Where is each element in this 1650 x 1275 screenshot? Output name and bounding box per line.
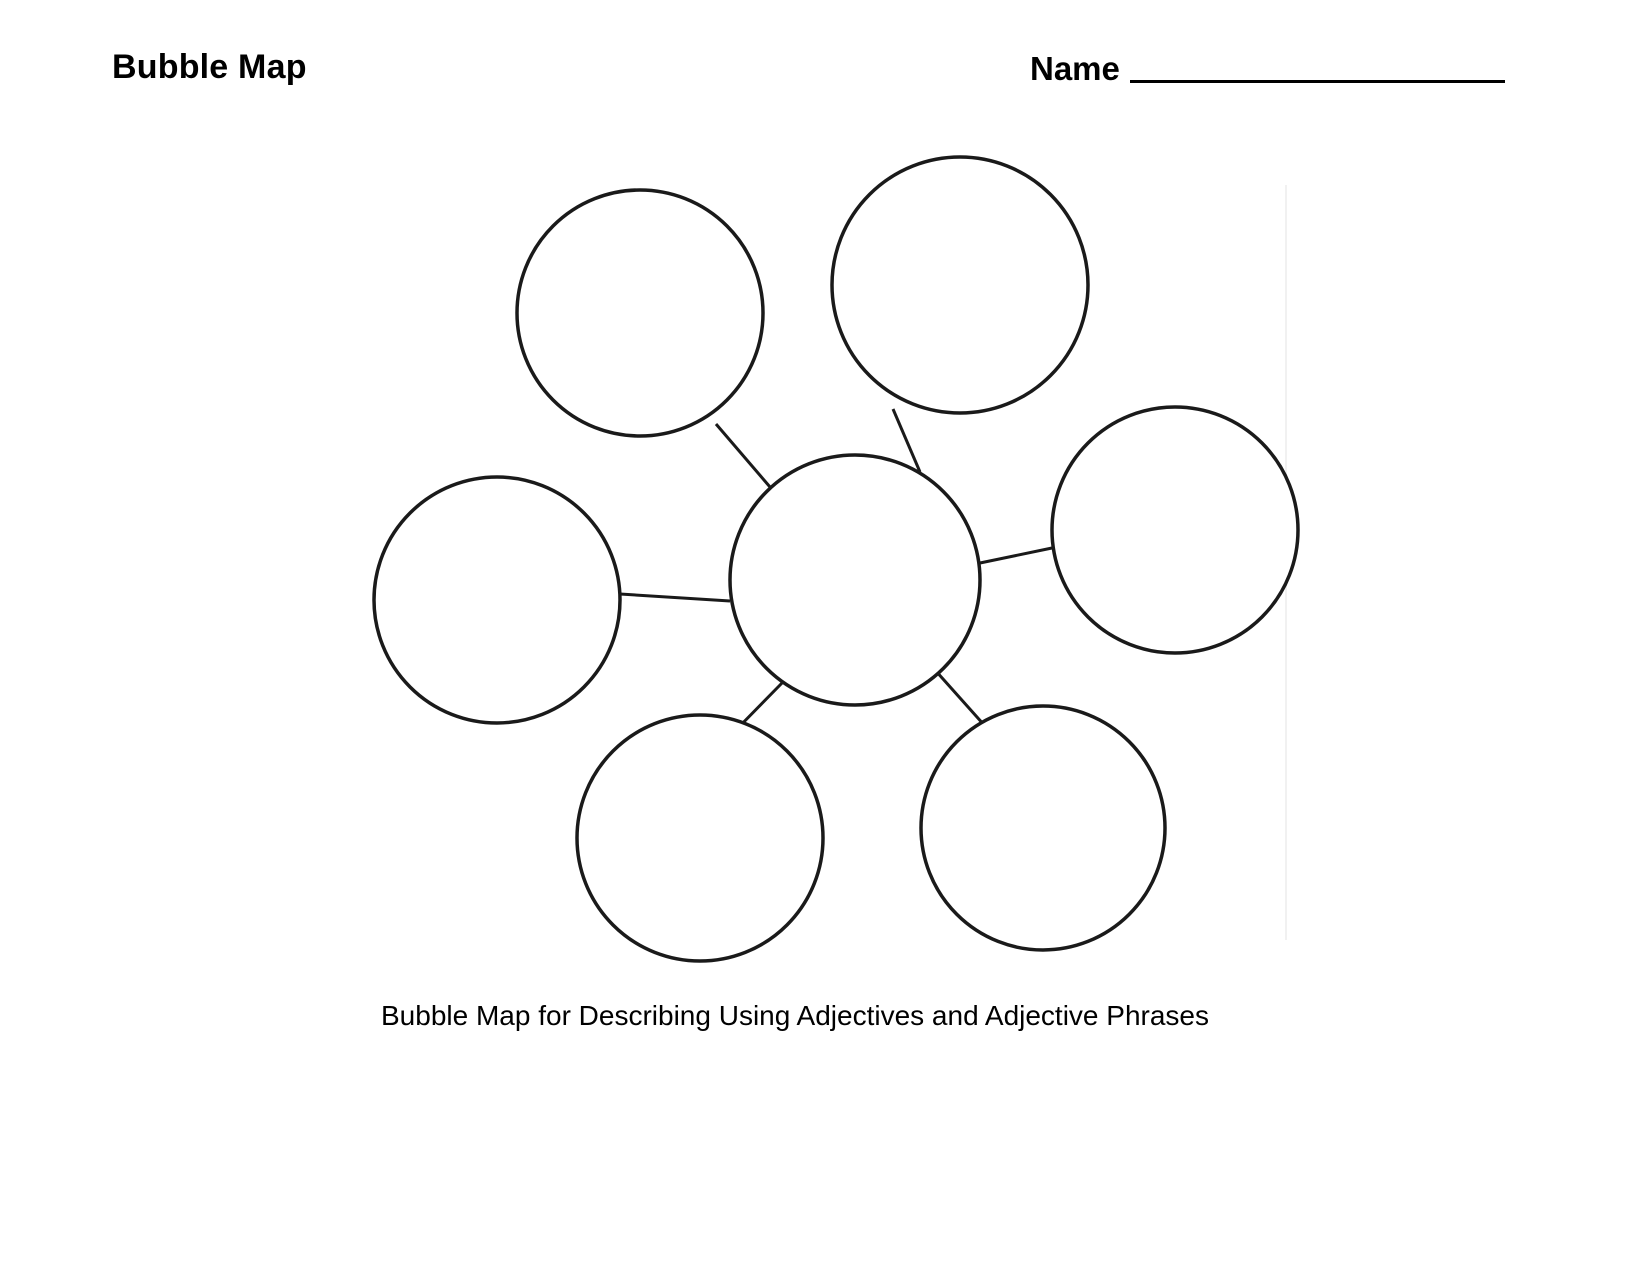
bubble-center: [730, 455, 980, 705]
diagram-caption-text: Bubble Map for Describing Using Adjectives and Adjective Phrases: [381, 1000, 1209, 1031]
bubbles: [374, 157, 1298, 961]
bubble-left: [374, 477, 620, 723]
bubble-bottom-left: [577, 715, 823, 961]
bubble-top-right: [832, 157, 1088, 413]
diagram-caption: [0, 1000, 1650, 1032]
connector-center-top-left: [716, 424, 770, 487]
name-label: Name: [1030, 50, 1120, 87]
connector-center-bottom-right: [935, 670, 985, 726]
connector-center-left: [620, 594, 730, 601]
bubble-bottom-right: [921, 706, 1165, 950]
bubble-top-left: [517, 190, 763, 436]
connector-center-right: [980, 548, 1052, 563]
bubble-right: [1052, 407, 1298, 653]
page-title: Bubble Map: [112, 48, 307, 86]
